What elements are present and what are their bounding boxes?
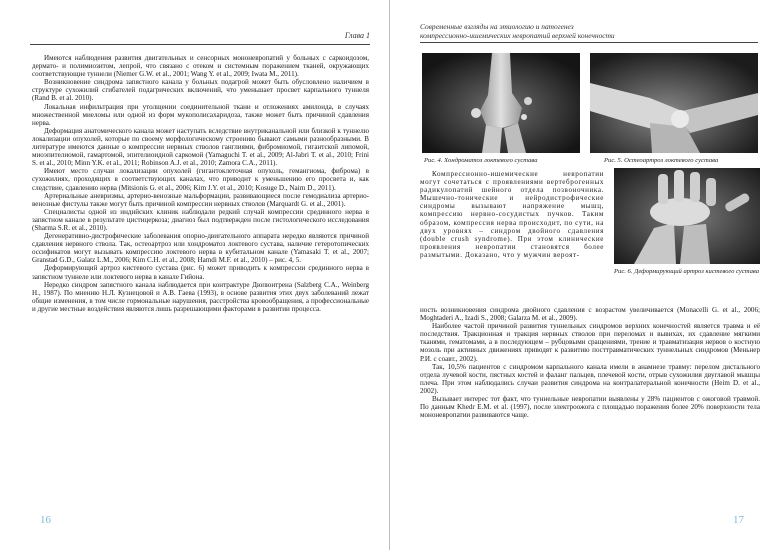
paragraph: Нередко синдром запястного канала наблюдается при контрактуре Дюпюитрена (Salzberg C.A., Weinberg H., 1987). По мнению Н.Л. Кузнецовой и А.В. Гаева (1993), в основе развития этих двух заболеваний лежат общие изменения, в том числе гормональные нарушения, расстройства кровообращения, а профессиональные и другие местные воздействия являются лишь разрешающими факторами в развитии процесса. [32,280,369,313]
paragraph: Компрессионно-ишемические невропатии могут сочетаться с проявлениями вертеброгенных радикулопатий шейного отдела позвоночника. Мышечно-тонические и нейродистрофические синдромы вызывают напряжение мышц, компрессию нервно-сосудистых пучков. Таким образом, компрессия нерва происходит, по сути, на двух уровнях – синдром двойного сдавления (double crush syndrome). При этом клинические проявления невропатии становятся более размытыми. Доказано, что у мужчин вероят- [420,170,604,259]
paragraph: Специалисты одной из индийских клиник наблюдали редкий случай компрессии срединного нерва в запястном канале в результате цистицеркоза; диагноз был подтвержден после гистологического исследования (Sharma S.R. et al., 2010). [32,207,369,232]
right-body-text [420,306,760,419]
page-number-left: 16 [40,514,51,526]
header-line-2: компрессионно-ишемических невропатий верхней конечности [420,30,615,40]
paragraph: ность возникновения синдрома двойного сдавления с возрастом увеличивается (Monacelli G. et al., 2006; Moghtaderi A., Izadi S., 2008; Galarza M. et al., 2009). [420,306,760,323]
paragraph: Возникновение синдрома запястного канала у больных подагрой может быть обусловлено наличием в структуре сухожилий сгибателей подагрических включений, что уменьшает просвет карпального туннеля (Rand B. et al. 2010). [32,78,369,103]
paragraph: Деформация анатомического канала может наступать вследствие внутриканальной или близкой к туннелю локализации опухолей, которые по своему морфологическому строению бывают самыми разнообразными. В литературе имеются данные о компрессии нервных стволов ганглиями, фибромиомой, гигантской липомой, миоэпителиомой, гамартомой, эпителиоидной саркомой (Yamaguchi T. et al., 2009; Al-Jabri T. et al., 2010; Frini S. et al., 2010; Minn Y.K. et al., 2011; Robinson A.J. et al., 2010; Zamora C.A., 2011). [32,126,369,168]
xray-elbow-chondromatosis-image [422,53,580,153]
paragraph: Артериальные аневризмы, артерио-венозные мальформации, развивающиеся после гемодиализа артерио-венозные фистулы также могут быть причиной компрессии нервных стволов (Marquardt G. et al., 2001). [32,191,369,208]
page-number-right: 17 [733,514,744,526]
left-body-text [32,54,369,313]
figure-6-caption: Рис. 6. Деформирующий артроз кистевого сустава [614,268,760,275]
running-header-right [420,23,758,43]
paragraph: Наиболее частой причиной развития туннельных синдромов верхних конечностей является травма и её последствия. Тракционная и тракция нервных стволов при переломах и вывихах, их сдавление мягкими тканями, гематомами, а в последующем – рубцовыми сращениями, трение и травматизация нервов о костную мозоль при активных движениях приводят к развитию посттравматических туннельных синдромов (Меньнер Р.И. с соавт., 2002). [420,322,760,363]
paragraph: Локальная инфильтрация при утолщении соединительной ткани и отложениях амилоида, в случаях множественной миеломы или одной из форм мукополисахаридоза, также может быть причиной сдавления нерва. [32,102,369,127]
paragraph: Вызывает интерес тот факт, что туннельные невропатии выявлены у 28% пациентов с ожоговой травмой. По данным Khedr E.M. et al. (1997), после электроожога с площадью поражения более 20% поверхности тела мононевропатии развиваются чаще. [420,395,760,420]
chapter-label: Глава 1 [344,31,370,40]
right-page [390,0,780,550]
running-header-left [30,32,370,45]
figure-4-caption: Рис. 4. Хондроматоз локтевого сустава [424,157,538,164]
xray-elbow-osteoarthritis-image [590,53,758,153]
paragraph: Деформирующий артроз кистевого сустава (рис. 6) может приводить к компрессии срединного нерва в запястном туннеле или локтевого нерва в канале Гийона. [32,264,369,281]
figure-5-caption: Рис. 5. Остеоартроз локтевого сустава [604,157,719,164]
paragraph: Дегенеративно-дистрофические заболевания опорно-двигательного аппарата нередко являются причиной сдавления нервного ствола. Так, остеоартроз или хондроматоз локтевого сустава, наличие гетеротопических оссификатов могут вызывать компрессию локтевого нерва в кубитальном канале (Yamasaki T. et al., 2007; Granstad G.D., Galatz L.M., 2006; Kim C.H. et al., 2008; Hamdi M.F. et al., 2010) – рис. 4, 5. [32,232,369,265]
paragraph: Имеются наблюдения развития двигательных и сенсорных мононевропатий у больных с саркоидозом, дермато- и полимиозитом, лепрой, что связано с отеком и системным поражением тканей, окружающих соответствующие туннели (Niemer G.W. et al., 2001; Wang Y. et al., 2009; Iwata M., 2011). [32,54,369,79]
column-text [420,170,604,259]
xray-wrist-arthrosis-image [614,168,760,264]
paragraph: Так, 10,5% пациентов с синдромом карпального канала имели в анамнезе травму: перелом дистального отдела лучевой кости, пястных костей и фаланг пальцев, плечевой кости, отрыв сухожилия двуглавой мышцы плеча. При этом наблюдались случаи развития синдрома на контралатеральной конечности (Heim D. et al., 2002). [420,362,760,395]
header-line-1: Современные взгляды на этиологию и патогенез [420,22,574,31]
paragraph: Имеют место случаи локализации опухолей (гигантоклеточная опухоль, гемангиома, фиброма) в сухожилиях, проходящих в соответствующих каналах, что приводит к уменьшению его просвета и, как следствие, сдавлению нерва (Mitsionis G. et al., 2006; Kim J.Y. et al., 2010; Kosuge D., Nairn D., 2011). [32,167,369,192]
